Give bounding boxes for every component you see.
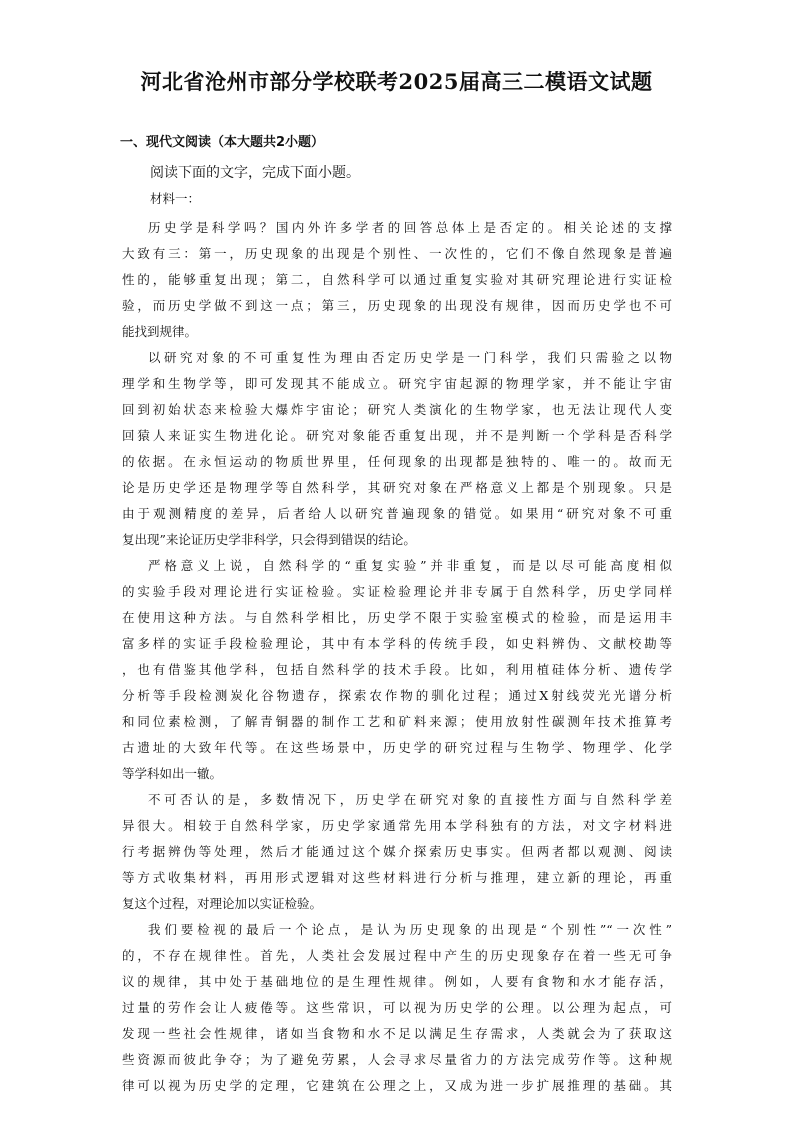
passage-line: 富多样的实证手段检验理论，其中有本学科的传统手段，如史料辨伪、文献校勘等 xyxy=(122,636,672,651)
passage-line: 回猿人来证实生物进化论。研究对象能否重复出现，并不是判断一个学科是否科学 xyxy=(122,428,672,443)
instruction-text: 阅读下面的文字，完成下面小题。 xyxy=(150,165,360,181)
passage-line: 验，而历史学做不到这一点；第三，历史现象的出现没有规律，因而历史学也不可 xyxy=(122,298,672,313)
passage-line: 历史学是科学吗？国内外许多学者的回答总体上是否定的。相关论述的支撑 xyxy=(148,220,672,235)
passage-line: 我们要检视的最后一个论点，是认为历史现象的出现是“个别性”“一次性” xyxy=(148,922,672,937)
passage-line: 复这个过程，对理论加以实证检验。 xyxy=(122,896,323,911)
passage-line: 过量的劳作会让人疲倦等。这些常识，可以视为历史学的公理。以公理为起点，可 xyxy=(122,1000,672,1015)
passage-line: 些资源而彼此争夺；为了避免劳累，人会寻求尽量省力的方法完成劳作等。这种规 xyxy=(122,1052,672,1067)
passage-line: 能找到规律。 xyxy=(122,324,198,339)
passage-line: 发现一些社会性规律，诸如当食物和水不足以满足生存需求，人类就会为了获取这 xyxy=(122,1026,672,1041)
passage-line: 等学科如出一辙。 xyxy=(122,766,223,781)
section-heading: 一、现代文阅读（本大题共2小题） xyxy=(120,135,325,150)
passage-line: 和同位素检测，了解青铜器的制作工艺和矿料来源；使用放射性碳测年技术推算考 xyxy=(122,714,672,729)
page-title: 河北省沧州市部分学校联考2025届高三二模语文试题 xyxy=(140,69,653,94)
passage-line: 复出现”来论证历史学非科学，只会得到错误的结论。 xyxy=(122,532,416,547)
passage-line: 等方式收集材料，再用形式逻辑对这些材料进行分析与推理，建立新的理论，再重 xyxy=(122,870,672,885)
passage-line: 异很大。相较于自然科学家，历史学家通常先用本学科独有的方法，对文字材料进 xyxy=(122,818,672,833)
passage-line: 的，不存在规律性。首先，人类社会发展过程中产生的历史现象存在着一些无可争 xyxy=(122,948,672,963)
passage-line: 的实验手段对理论进行实证检验。实证检验理论并非专属于自然科学，历史学同样 xyxy=(122,584,672,599)
passage-line: 严格意义上说，自然科学的“重复实验”并非重复，而是以尽可能高度相似 xyxy=(148,558,672,573)
passage-line: ，也有借鉴其他学科，包括自然科学的技术手段。比如，利用植硅体分析、遗传学 xyxy=(122,662,672,677)
passage-line: 不可否认的是，多数情况下，历史学在研究对象的直接性方面与自然科学差 xyxy=(148,792,672,807)
passage-line: 以研究对象的不可重复性为理由否定历史学是一门科学，我们只需验之以物 xyxy=(148,350,672,365)
passage-line: 论是历史学还是物理学等自然科学，其研究对象在严格意义上都是个别现象。只是 xyxy=(122,480,672,495)
passage-line: 律可以视为历史学的定理，它建筑在公理之上，又成为进一步扩展推理的基础。其 xyxy=(122,1078,672,1093)
material-label: 材料一： xyxy=(150,191,201,206)
passage-line: 性的，能够重复出现；第二，自然科学可以通过重复实验对其研究理论进行实证检 xyxy=(122,272,672,287)
passage-line: 分析等手段检测炭化谷物遗存，探索农作物的驯化过程；通过X射线荧光光谱分析 xyxy=(122,688,672,703)
passage-line: 行考据辨伪等处理，然后才能通过这个媒介探索历史事实。但两者都以观测、阅读 xyxy=(122,844,672,859)
passage-line: 大致有三：第一，历史现象的出现是个别性、一次性的，它们不像自然现象是普遍 xyxy=(122,246,672,261)
passage-line: 由于观测精度的差异，后者给人以研究普遍现象的错觉。如果用“研究对象不可重 xyxy=(122,506,672,521)
passage-line: 的依据。在永恒运动的物质世界里，任何现象的出现都是独特的、唯一的。故而无 xyxy=(122,454,672,469)
passage-line: 在使用这种方法。与自然科学相比，历史学不限于实验室模式的检验，而是运用丰 xyxy=(122,610,672,625)
passage-line: 古遗址的大致年代等。在这些场景中，历史学的研究过程与生物学、物理学、化学 xyxy=(122,740,672,755)
passage-line: 议的规律，其中处于基础地位的是生理性规律。例如，人要有食物和水才能存活， xyxy=(122,974,672,989)
passage-line: 理学和生物学等，即可发现其不能成立。研究宇宙起源的物理学家，并不能让宇宙 xyxy=(122,376,672,391)
passage-line: 回到初始状态来检验大爆炸宇宙论；研究人类演化的生物学家，也无法让现代人变 xyxy=(122,402,672,417)
